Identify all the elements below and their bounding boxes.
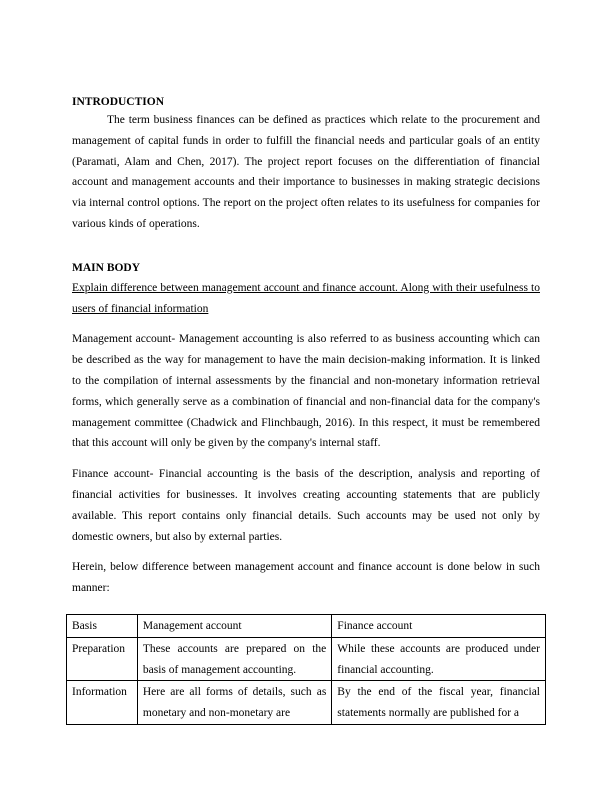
finance-account-paragraph: Finance account- Financial accounting is the basis of the description, analysis and reporting of financial activities for businesses. It involves creating accounting statements that are publicly available. This report contains only financial details. Such accounts may be used not only by domestic owners, but also by external parties. xyxy=(72,468,540,543)
table-row xyxy=(67,637,546,681)
spacer xyxy=(72,547,540,557)
difference-intro-paragraph: Herein, below difference between management account and finance account is done below in such manner: xyxy=(72,561,540,595)
spacer xyxy=(72,319,540,329)
table-cell: By the end of the fiscal year, financial statements normally are published for a xyxy=(332,681,546,725)
spacer xyxy=(72,235,540,261)
main-body-subheading: Explain difference between management account and finance account. Along with their usefulness to users of financial information xyxy=(72,281,540,315)
table-cell: These accounts are prepared on the basis of management accounting. xyxy=(137,637,331,681)
table-header-cell: Basis xyxy=(67,615,138,638)
intro-paragraph: The term business finances can be defined as practices which relate to the procurement and management of capital funds in order to fulfill the financial needs and particular goals of an entity (Paramati, Alam and Chen, 2017). The project report focuses on the differentiation of financial account and management accounts and their importance to businesses in making strategic decisions via internal control options. The report on the project often relates to its usefulness for companies for various kinds of operations. xyxy=(72,114,540,230)
comparison-table xyxy=(66,614,546,725)
table-cell: Information xyxy=(67,681,138,725)
intro-heading: INTRODUCTION xyxy=(72,96,165,108)
main-body-heading: MAIN BODY xyxy=(72,261,141,274)
table-cell: Here are all forms of details, such as monetary and non-monetary are xyxy=(137,681,331,725)
table-header-cell: Management account xyxy=(137,615,331,638)
table-cell: Preparation xyxy=(67,637,138,681)
spacer xyxy=(72,454,540,464)
table-row xyxy=(67,681,546,725)
table-cell: While these accounts are produced under financial accounting. xyxy=(332,637,546,681)
management-account-paragraph: Management account- Management accounting is also referred to as business accounting which can be described as the way for management to have the main decision-making information. It is linked to the compilation of internal assessments by the financial and non-monetary information retrieval forms, which generally serve as a combination of financial and non-financial data for the company's management committee (Chadwick and Flinchbaugh, 2016). In this respect, it must be remembered that this account will only be given by the company's internal staff. xyxy=(72,333,540,450)
table-header-row xyxy=(67,615,546,638)
table-header-cell: Finance account xyxy=(332,615,546,638)
document-content xyxy=(72,95,540,599)
